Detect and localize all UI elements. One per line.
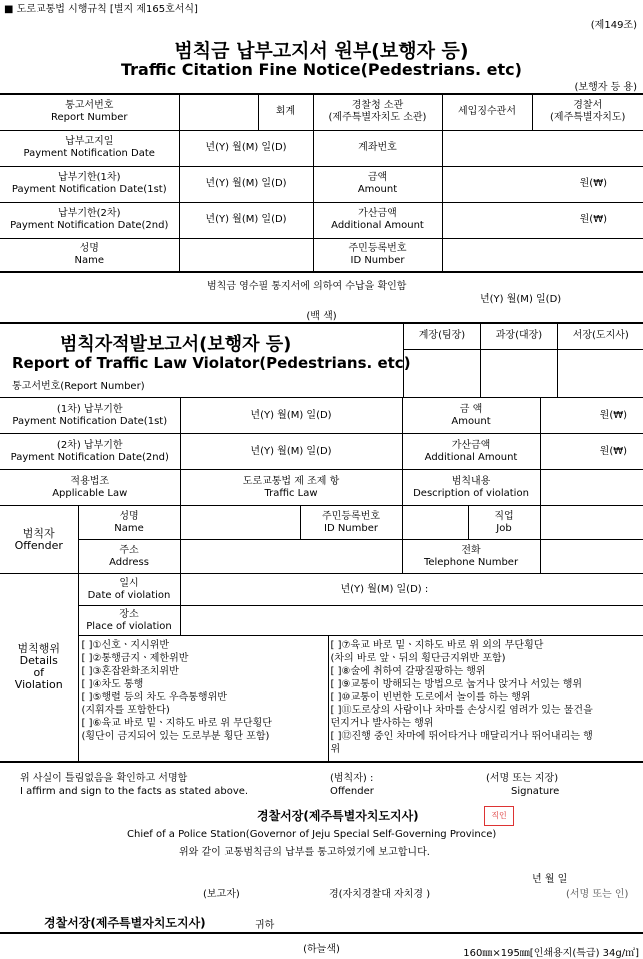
approver-team-leader: 계장(팀장) <box>404 323 481 349</box>
violation-item[interactable]: [ ]⑩교통이 빈번한 도로에서 놀이를 하는 행위 <box>331 691 643 704</box>
due-date-1-label: 납부기한(1차) Payment Notification Date(1st) <box>0 166 179 202</box>
report-amount-label: 금 액 Amount <box>402 398 540 434</box>
chief-title-english: Chief of a Police Station(Governor of Jeju Special Self-Governing Province) <box>127 829 496 840</box>
report-due-2-field[interactable]: 년(Y) 월(M) 일(D) <box>180 434 402 470</box>
violation-description-field[interactable] <box>540 470 643 506</box>
report-statement: 위와 같이 교통범칙금의 납부를 통고하였기에 보고합니다. <box>179 843 430 858</box>
approver-station-chief-sign[interactable] <box>558 349 643 397</box>
account-number-field[interactable] <box>442 130 643 166</box>
offender-label: 범칙자 Offender <box>0 506 78 574</box>
notice-number-field[interactable] <box>179 94 258 130</box>
violation-item[interactable]: [ ]⑤행렬 등의 차도 우측통행위반 <box>82 691 326 704</box>
receipt-confirmation: 범칙금 영수필 통지서에 의하여 수납을 확인함 <box>207 277 406 292</box>
violation-item: 던지거나 발사하는 행위 <box>331 717 643 730</box>
violation-item[interactable]: [ ]⑪도로상의 사람이나 차마를 손상시킬 염려가 있는 물건을 <box>331 704 643 717</box>
checklist-divider <box>328 636 329 761</box>
due-date-2-field[interactable]: 년(Y) 월(M) 일(D) <box>179 202 313 238</box>
offender-address-label: 주소 Address <box>78 540 180 574</box>
signature-label-english: Signature <box>511 786 559 797</box>
violation-item[interactable]: [ ]⑨교통이 방해되는 방법으로 눕거나 앉거나 서있는 행위 <box>331 678 643 691</box>
violation-item: (횡단이 금지되어 있는 도로부분 횡단 포함) <box>82 730 326 743</box>
offender-address-field[interactable] <box>180 540 402 574</box>
addressee: 경찰서장(제주특별자치도지사) <box>44 914 206 931</box>
name-field[interactable] <box>179 238 313 272</box>
report-due-1-label: (1차) 납부기한 Payment Notification Date(1st) <box>0 398 180 434</box>
violation-item[interactable]: [ ]③혼잡완화조치위반 <box>82 665 326 678</box>
violation-item[interactable]: [ ]②통행금지ㆍ제한위반 <box>82 652 326 665</box>
notice-number-label: 통고서번호 Report Number <box>0 94 179 130</box>
offender-name-field[interactable] <box>180 506 300 540</box>
offender-sign-label-korean: (범칙자) : <box>330 769 373 784</box>
additional-amount-field[interactable]: 원(₩) <box>442 202 643 238</box>
bottom-border <box>0 932 643 934</box>
violation-item[interactable]: [ ]①신호ㆍ지시위반 <box>82 639 326 652</box>
violation-item: 위 <box>331 743 643 756</box>
violation-item[interactable]: [ ]⑥육교 바로 밑ㆍ지하도 바로 위 무단횡단 <box>82 717 326 730</box>
payment-date-field[interactable]: 년(Y) 월(M) 일(D) <box>179 130 313 166</box>
violation-item: (지휘자를 포함한다) <box>82 704 326 717</box>
violation-item[interactable]: [ ]⑧술에 취하여 갈팡질팡하는 행위 <box>331 665 643 678</box>
affirm-text-korean: 위 사실이 틀림없음을 확인하고 서명함 <box>20 769 187 784</box>
reporter-rank: 경(자치경찰대 자치경 ) <box>329 885 430 900</box>
name-label: 성명 Name <box>0 238 179 272</box>
approver-team-leader-sign[interactable] <box>404 349 481 397</box>
report-date: 년 월 일 <box>532 870 567 885</box>
title-english: Traffic Citation Fine Notice(Pedestrians. etc) <box>0 60 643 79</box>
offender-name-label: 성명 Name <box>78 506 180 540</box>
offender-id-label: 주민등록번호 ID Number <box>300 506 402 540</box>
applicable-law-label: 적용법조 Applicable Law <box>0 470 180 506</box>
report-notice-number: 통고서번호(Report Number) <box>12 377 145 392</box>
copy-color-skyblue: (하늘색) <box>0 940 643 955</box>
account-label: 회계 <box>258 94 313 130</box>
due-date-2-label: 납부기한(2차) Payment Notification Date(2nd) <box>0 202 179 238</box>
official-seal: 직인 <box>484 806 514 826</box>
police-agency-label: 경찰청 소관 (제주특별자치도 소관) <box>313 94 442 130</box>
additional-amount-label: 가산금액 Additional Amount <box>313 202 442 238</box>
offender-phone-label: 전화 Telephone Number <box>402 540 540 574</box>
violation-details-label: 범칙행위 Details of Violation <box>0 574 78 762</box>
signature-label-korean: (서명 또는 지장) <box>486 769 558 784</box>
article-number: (제149조) <box>591 16 637 31</box>
report-amount-field[interactable]: 원(₩) <box>540 398 643 434</box>
reporter-signature-label: (서명 또는 인) <box>566 885 628 900</box>
offender-job-field[interactable] <box>540 506 643 540</box>
police-station-label: 경찰서 (제주특별자치도) <box>532 94 643 130</box>
violation-place-label: 장소 Place of violation <box>78 606 180 636</box>
violation-date-field[interactable]: 년(Y) 월(M) 일(D) : <box>180 574 643 606</box>
violation-list-left <box>82 639 326 743</box>
violation-list-right <box>331 639 643 756</box>
approval-table <box>403 323 643 398</box>
affirm-text-english: I affirm and sign to the facts as stated above. <box>20 786 248 797</box>
approver-station-chief: 서장(도지사) <box>558 323 643 349</box>
subtitle: (보행자 등 용) <box>575 78 637 93</box>
revenue-office-label: 세입징수관서 <box>442 94 532 130</box>
reporter-label: (보고자) <box>203 885 240 900</box>
title-korean: 범칙금 납부고지서 원부(보행자 등) <box>0 36 643 63</box>
offender-phone-field[interactable] <box>540 540 643 574</box>
violation-item[interactable]: [ ]⑫진행 중인 차마에 뛰어타거나 매달리거나 뛰어내리는 행 <box>331 730 643 743</box>
id-number-field[interactable] <box>442 238 643 272</box>
offender-id-field[interactable] <box>402 506 468 540</box>
report-additional-amount-label: 가산금액 Additional Amount <box>402 434 540 470</box>
offender-job-label: 직업 Job <box>468 506 540 540</box>
violation-checklist <box>78 636 643 762</box>
amount-field[interactable]: 원(₩) <box>442 166 643 202</box>
due-date-1-field[interactable]: 년(Y) 월(M) 일(D) <box>179 166 313 202</box>
report-additional-amount-field[interactable]: 원(₩) <box>540 434 643 470</box>
citation-table <box>0 93 643 273</box>
violation-item[interactable]: [ ]⑦육교 바로 밑ㆍ지하도 바로 위 외의 무단횡단 <box>331 639 643 652</box>
payment-date-label: 납부고지일 Payment Notification Date <box>0 130 179 166</box>
form-reference: ■ 도로교통법 시행규칙 [별지 제165호서식] <box>4 0 198 15</box>
id-number-label: 주민등록번호 ID Number <box>313 238 442 272</box>
copy-color-white: (백 색) <box>0 307 643 322</box>
violation-item: (차의 바로 앞ㆍ뒤의 횡단금지위반 포함) <box>331 652 643 665</box>
report-title-korean: 범칙자적발보고서(보행자 등) <box>60 330 291 356</box>
chief-title-korean: 경찰서장(제주특별자치도지사) <box>257 807 419 824</box>
addressee-honorific: 귀하 <box>255 916 274 931</box>
applicable-law-field[interactable]: 도로교통법 제 조제 항 Traffic Law <box>180 470 402 506</box>
receipt-date: 년(Y) 월(M) 일(D) <box>480 290 561 305</box>
violation-date-label: 일시 Date of violation <box>78 574 180 606</box>
violation-item[interactable]: [ ]④차도 통행 <box>82 678 326 691</box>
amount-label: 금액 Amount <box>313 166 442 202</box>
report-title-english: Report of Traffic Law Violator(Pedestrians. etc) <box>12 354 411 372</box>
violation-place-field[interactable] <box>180 606 643 636</box>
approver-section-chief: 과장(대장) <box>481 323 558 349</box>
account-number-label: 계좌번호 <box>313 130 442 166</box>
paper-spec: 160㎜×195㎜[인쇄용지(특급) 34g/㎡] <box>463 944 639 959</box>
offender-sign-label-english: Offender <box>330 786 374 797</box>
violation-description-label: 범칙내용 Description of violation <box>402 470 540 506</box>
report-due-1-field[interactable]: 년(Y) 월(M) 일(D) <box>180 398 402 434</box>
approver-section-chief-sign[interactable] <box>481 349 558 397</box>
report-table <box>0 397 643 763</box>
report-due-2-label: (2차) 납부기한 Payment Notification Date(2nd) <box>0 434 180 470</box>
